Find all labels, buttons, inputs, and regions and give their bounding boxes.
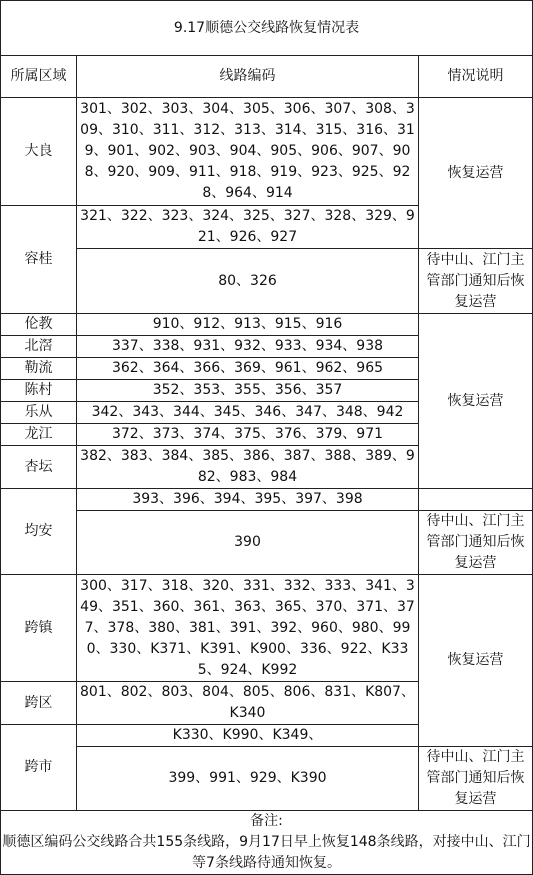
status-daliang: 恢复运营	[419, 98, 533, 249]
area-kuazhen: 跨镇	[1, 575, 77, 682]
area-lunjiao: 伦教	[1, 314, 77, 336]
area-kuashi: 跨市	[1, 725, 77, 811]
area-kuaqu: 跨区	[1, 682, 77, 725]
codes-chencun: 352、353、355、356、357	[77, 380, 419, 402]
codes-kuaqu: 801、802、803、804、805、806、831、K807、K340	[77, 682, 419, 725]
codes-daliang: 301、302、303、304、305、306、307、308、309、310、311、312、313、314、315、316、319、901、902、903、904、905、906、907、908、920、909、911、918、919、923、925、928、964、914	[77, 98, 419, 206]
notes-label: 备注:	[250, 813, 283, 829]
status-junan-pending: 待中山、江门主管部门通知后恢复运营	[419, 511, 533, 575]
codes-kuashi-a: K330、K990、K349、	[77, 725, 419, 747]
area-daliang: 大良	[1, 98, 77, 206]
codes-junan-b: 390	[77, 511, 419, 575]
area-beijiao: 北滘	[1, 336, 77, 358]
header-status: 情况说明	[419, 56, 533, 98]
notes-text: 顺德区编码公交线路合共155条线路，9月17日早上恢复148条线路，对接中山、江门等7条线路待通知恢复。	[2, 834, 531, 871]
area-junan: 均安	[1, 489, 77, 575]
status-kuashi-pending: 待中山、江门主管部门通知后恢复运营	[419, 747, 533, 811]
header-codes: 线路编码	[77, 56, 419, 98]
codes-ronggui-b: 80、326	[77, 249, 419, 314]
codes-lunjiao: 910、912、913、915、916	[77, 314, 419, 336]
codes-kuashi-b: 399、991、929、K390	[77, 747, 419, 811]
area-xingtan: 杏坛	[1, 446, 77, 489]
area-ronggui: 容桂	[1, 206, 77, 314]
codes-junan-a: 393、396、394、395、397、398	[77, 489, 419, 511]
status-towns: 恢复运营	[419, 314, 533, 489]
header-area: 所属区域	[1, 56, 77, 98]
codes-ronggui-a: 321、322、323、324、325、327、328、329、921、926、927	[77, 206, 419, 249]
codes-longjiang: 372、373、374、375、376、379、971	[77, 424, 419, 446]
notes-cell	[1, 811, 533, 875]
area-leliu: 勒流	[1, 358, 77, 380]
table-title: 9.17顺德公交线路恢复情况表	[1, 1, 533, 56]
status-cross: 恢复运营	[419, 575, 533, 747]
status-ronggui-pending: 待中山、江门主管部门通知后恢复运营	[419, 249, 533, 314]
area-lecong: 乐从	[1, 402, 77, 424]
area-chencun: 陈村	[1, 380, 77, 402]
codes-lecong: 342、343、344、345、346、347、348、942	[77, 402, 419, 424]
codes-xingtan: 382、383、384、385、386、387、388、389、982、983、984	[77, 446, 419, 489]
area-longjiang: 龙江	[1, 424, 77, 446]
codes-leliu: 362、364、366、369、961、962、965	[77, 358, 419, 380]
codes-beijiao: 337、338、931、932、933、934、938	[77, 336, 419, 358]
codes-kuazhen: 300、317、318、320、331、332、333、341、349、351、360、361、363、365、370、371、377、378、380、381、391、392、960、980、990、330、K371、K391、K900、336、922、K335、924、K992	[77, 575, 419, 682]
status-junan-blank	[419, 489, 533, 511]
